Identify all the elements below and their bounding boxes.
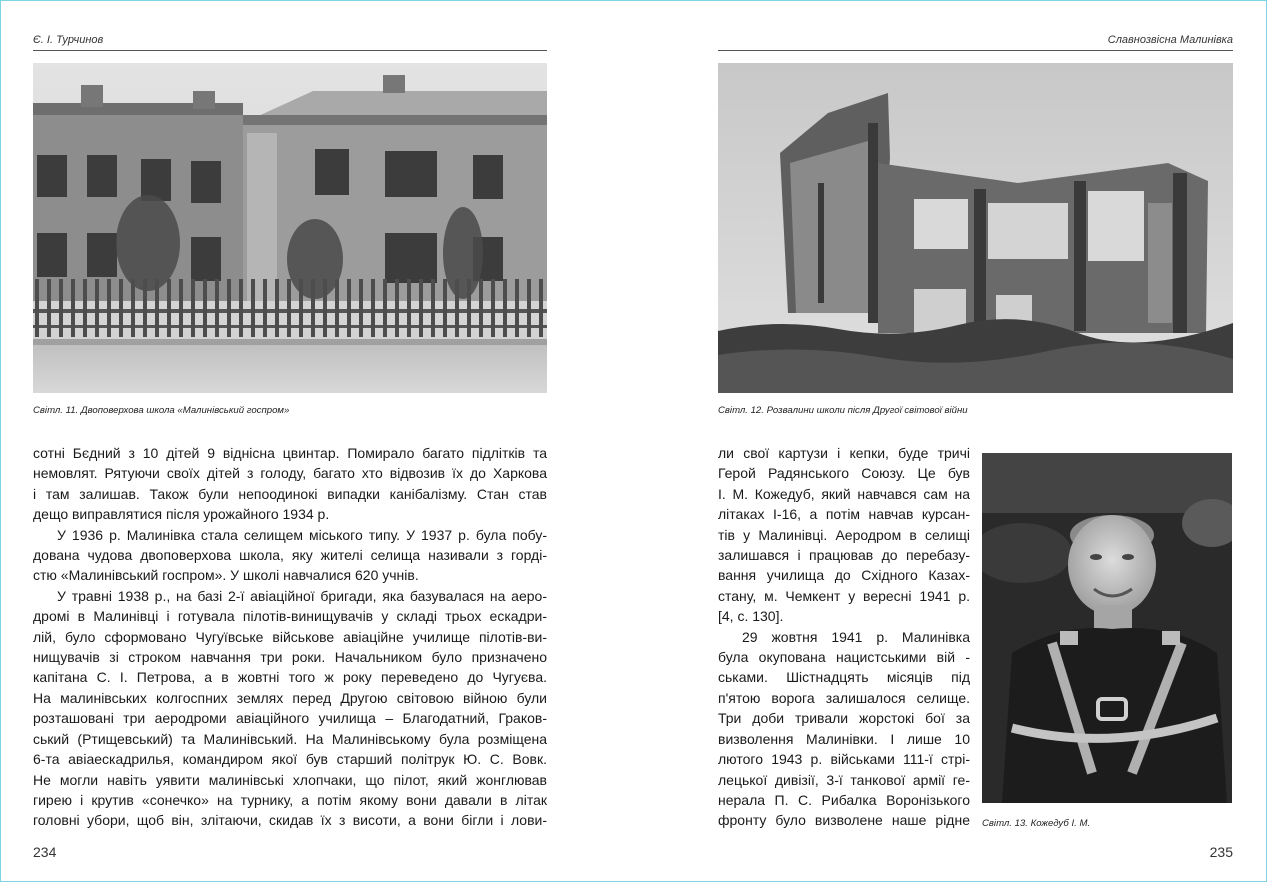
text-line: 29 жовтня 1941 р. Малинівка: [742, 628, 970, 645]
kozhedub-portrait: [982, 453, 1232, 803]
left-body-text: [33, 443, 547, 831]
text-line: лютого 1943 р. військами 111-ї стрі-: [718, 751, 970, 768]
text-line: нищувачів зі строком навчання три роки. Начальником було призначено: [33, 649, 547, 666]
text-line: була окупована нацистськими вій -: [718, 649, 970, 666]
text-line: капітана С. І. Петрова, а в жовтні того ж року переведено до Чугуєва.: [33, 669, 547, 686]
text-line: гирею і крутив «сонечко» на турнику, а потім якому вони давали в літак: [33, 791, 547, 808]
text-line: і там залишав. Також були непоодинокі випадки канібалізму. Стан став: [33, 485, 547, 502]
right-body-text: [718, 443, 970, 831]
text-line: стану, м. Чемкент у вересні 1941 р.: [718, 587, 970, 604]
text-line: розташовані три аеродроми авіаційного училища – Благодатний, Граков-: [33, 710, 547, 727]
text-line: фронту було визволене наше рідне: [718, 812, 970, 829]
text-line: дромі в Малинівці і готувала пілотів-винищувачів у складі трьох ескадри-: [33, 608, 547, 625]
text-line: У травні 1938 р., на базі 2-ї авіаційної бригади, яка базувалася на аеро-: [57, 587, 547, 604]
running-head-author: Є. І. Турчинов: [33, 34, 104, 46]
ruins-photo: [718, 63, 1233, 393]
text-line: дещо виправлятися після урожайного 1934 р.: [33, 506, 330, 523]
right-page: [634, 1, 1266, 881]
text-line: 6-та авіаескадрилья, командиром якої був старший політрук Ю. С. Вовк.: [33, 751, 547, 768]
text-line: лецької дивізії, 3-ї танкової армії ге-: [718, 771, 970, 788]
header-rule: [718, 50, 1233, 51]
text-line: ли свої картузи і кепки, буде тричі: [718, 445, 970, 461]
photo-caption-portrait: Світл. 13. Кожедуб І. М.: [982, 818, 1091, 829]
page-number-left: 234: [33, 844, 57, 860]
page-number-right: 235: [1209, 844, 1233, 860]
text-line: На малинівських колгоспних землях перед Другою світовою війною були: [33, 689, 547, 706]
text-line: вання училища до Східного Казах-: [718, 567, 970, 584]
text-line: Три доби тривали жорстокі бої за: [718, 710, 970, 727]
left-page: [1, 1, 634, 881]
paragraph: [33, 525, 547, 586]
text-line: стю «Малинівський госпром». У школі навчалися 620 учнів.: [33, 567, 419, 584]
school-building-image: [33, 63, 547, 393]
ruined-school-image: [718, 63, 1233, 393]
header-rule: [33, 50, 547, 51]
photo-caption-ruins: Світл. 12. Розвалини школи після Другої світової війни: [718, 405, 968, 416]
paragraph: [33, 443, 547, 525]
text-line: п'ятою ворога залишалося селище.: [718, 689, 970, 706]
text-line: залишався і працював до перебазу-: [718, 547, 970, 564]
text-line: Герой Радянського Союзу. Це був: [718, 465, 970, 482]
text-line: немовлят. Рятуючи своїх дітей з голоду, багато хто відвозив їх до Харкова: [33, 465, 547, 482]
text-line: головні убори, щоб він, злітаючи, скидав їх з висоти, а вони бігли і лови-: [33, 812, 547, 829]
text-line: [4, с. 130].: [718, 608, 784, 625]
text-line: визволення Малинівки. І лише 10: [718, 730, 970, 747]
text-line: лій, було сформовано Чугуївське військове авіаційне училище пілотів-ви-: [33, 628, 547, 645]
photo-caption-school: Світл. 11. Двоповерхова школа «Малинівський госпром»: [33, 405, 290, 416]
text-line: нерала П. С. Рибалка Воронізького: [718, 791, 970, 808]
text-line: ський (Ртищевський) та Малинівський. На Малинівському була розміщена: [33, 730, 547, 747]
text-line: дована чудова двоповерхова школа, яку жителі селища називали з горді-: [33, 547, 547, 564]
text-line: ськами. Шістнадцять місяців під: [718, 669, 970, 686]
paragraph: [33, 586, 547, 831]
school-photo: [33, 63, 547, 393]
text-line: сотні Бєдний з 10 дітей 9 віднісна цвинтар. Помирало багато підлітків та: [33, 445, 547, 461]
running-head-title: Славнозвісна Малинівка: [1107, 34, 1233, 46]
portrait-image: [982, 453, 1232, 803]
paragraph: [718, 627, 970, 831]
text-line: І. М. Кожедуб, який навчався сам на: [718, 485, 970, 502]
text-line: У 1936 р. Малинівка стала селищем міського типу. У 1937 р. була побу-: [57, 526, 547, 543]
text-line: літаках І-16, а потім навчав курсан-: [718, 506, 970, 523]
text-line: тів у Малинівці. Аеродром в селищі: [718, 526, 970, 543]
paragraph: [718, 443, 970, 627]
text-line: Не могли навіть уявити малинівські хлопчаки, що пілот, який жонглював: [33, 771, 547, 788]
